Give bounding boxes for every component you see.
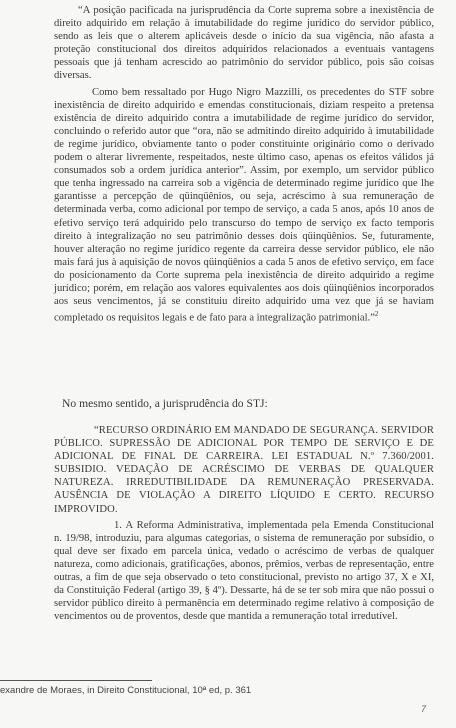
quote-paragraph-2 [54, 86, 434, 325]
footnote-divider [0, 680, 152, 681]
quote-paragraph-2-text: Como bem ressaltado por Hugo Nigro Mazzilli, os precedentes do STF sobre inexistência de direito adquirido e emendas constitucionais, diziam respeito a pretensa existência de direito adquirido contra a imutabilidade de regime jurídico do servidor, concluindo o referido autor que “ora, não se admitindo direito adquirido à imutabilidade de regime jurídico, obviamente tanto o poder constituinte originário como o derivado podem o alterar livremente, respeitados, neste último caso, apenas os efeitos válidos já consumados sob a ordem jurídica anterior”. Assim, por exemplo, um servidor público que tenha ingressado na carreira sob a vigência de determinado regime jurídico que lhe garantisse a percepção de qüinqüênios, ou seja, acréscimo à sua remuneração de determinada verba, como adicional por tempo de serviço, a cada 5 anos, após 10 anos de efetivo serviço terá adquirido pelo transcurso do tempo de serviço ex facto temporis direito à integralização no seu patrimônio desses dois qüinqüênios. Se, futuramente, houver alteração no regime jurídico regente da carreira desse servidor público, ele não mais fará jus à aquisição de novos qüinqüênios a cada 5 anos de efetivo serviço, em face do posicionamento da Corte suprema pela inexistência de direito adquirido a regime jurídico; porém, em relação aos valores equivalentes aos dois qüinqüênios incorporados aos seus vencimentos, já se constituiu direito adquirido uma vez que já se haviam completado os requisitos legais e de fato para a integralização patrimonial.” [54, 86, 434, 324]
doctrine-quote [54, 4, 434, 325]
footnote-reference: 2 [374, 310, 379, 319]
footnote-text: exandre de Moraes, in Direito Constitucional, 10ª ed, p. 361 [0, 685, 252, 696]
intro-line: No mesmo sentido, a jurisprudência do STJ: [62, 397, 268, 410]
quote-paragraph-1: “A posição pacificada na jurisprudência da Corte suprema sobre a inexistência de direito adquirido em relação à imutabilidade do regime jurídico do servidor público, sendo as leis que o alterem aplicáveis desde o início da sua vigência, não afasta a proteção constitucional dos direitos adquiridos relacionados a eventuais vantagens pessoais que já tenham acrescido ao patrimônio do servidor público, pois são coisas diversas. [54, 5, 434, 82]
stj-quote-heading: “RECURSO ORDINÁRIO EM MANDADO DE SEGURANÇA. SERVIDOR PÚBLICO. SUPRESSÃO DE ADICIONAL POR TEMPO DE SERVIÇO E DE ADICIONAL DE FINAL DE CARREIRA. LEI ESTADUAL N.º 7.360/2001. SUBSIDIO. VEDAÇÃO DE ACRÉSCIMO DE VERBAS DE QUALQUER NATUREZA. IRREDUTIBILIDADE DA REMUNERAÇÃO PRESERVADA. AUSÊNCIA DE VIOLAÇÃO A DIREITO LÍQUIDO E CERTO. RECURSO IMPROVIDO. [54, 425, 434, 515]
stj-quote [54, 424, 434, 623]
page-number: 7 [421, 704, 427, 714]
stj-quote-item-1: 1. A Reforma Administrativa, implementada pela Emenda Constitucional n. 19/98, introduziu, para algumas categorias, o sistema de remuneração por subsídio, o qual deve ser fixado em parcela única, vedado o acréscimo de verbas de qualquer natureza, como adicionais, gratificações, abonos, prêmios, verbas de representação, entre outras, a fim de que seja observado o teto constitucional, previsto no artigo 37, X e XI, da Constituição Federal (artigo 39, § 4º). Dessarte, há de se ter sob mira que não possui o servidor público direito à permanência em determinado regime relativo à composição de vencimentos ou de proventos, desde que mantida a remuneração total irredutível. [54, 519, 434, 623]
